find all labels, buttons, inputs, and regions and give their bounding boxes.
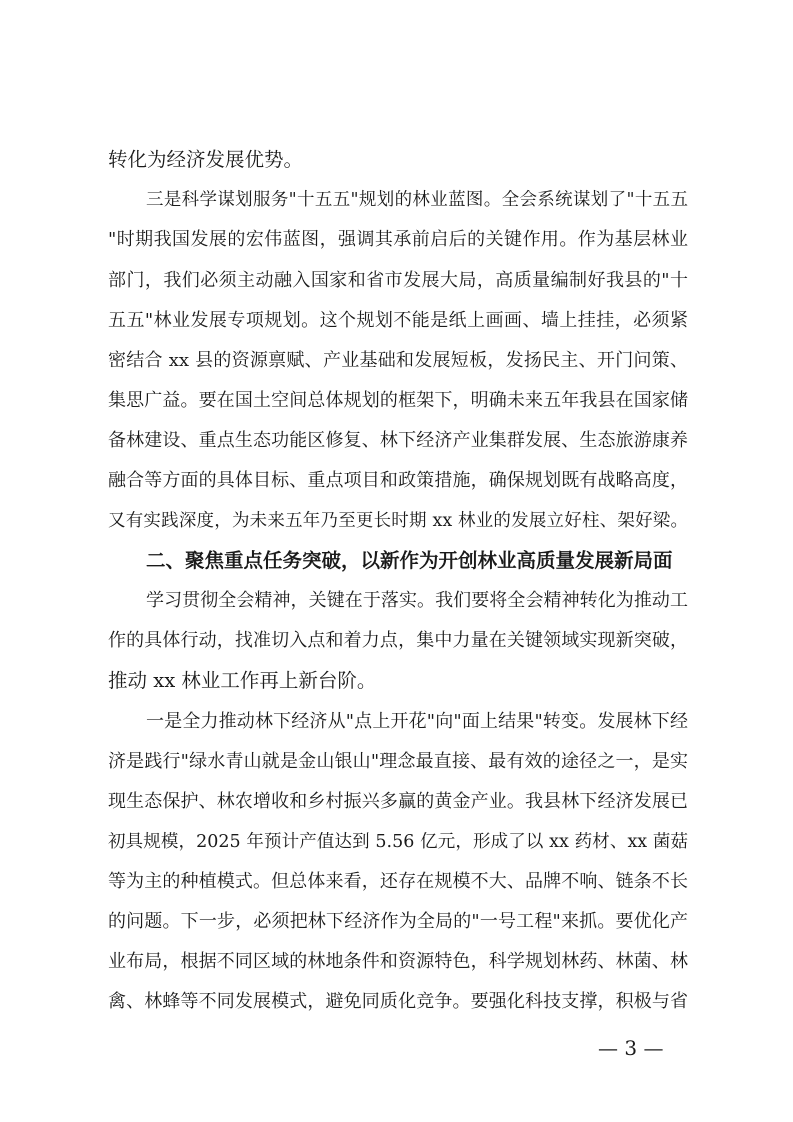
text-line: 三是科学谋划服务"十五五"规划的林业蓝图。全会系统谋划了"十五五	[146, 190, 688, 210]
text-line: 备林建设、重点生态功能区修复、林下经济产业集群发展、生态旅游康养	[108, 430, 688, 451]
text-line: 业布局，根据不同区域的林地条件和资源特色，科学规划林药、林菌、林	[108, 951, 688, 972]
text-line: "时期我国发展的宏伟蓝图，强调其承前启后的关键作用。作为基层林业	[108, 229, 688, 250]
text-line: 济是践行"绿水青山就是金山银山"理念最直接、最有效的途径之一，是实	[108, 751, 688, 772]
text-line: 学习贯彻全会精神，关键在于落实。我们要将全会精神转化为推动工	[146, 590, 688, 611]
text-line: 部门，我们必须主动融入国家和省市发展大局，高质量编制好我县的"十	[108, 270, 688, 291]
section-heading: 二、聚焦重点任务突破，以新作为开创林业高质量发展新局面	[146, 549, 673, 572]
text-line: 集思广益。要在国土空间总体规划的框架下，明确未来五年我县在国家储	[108, 390, 688, 411]
text-line: 融合等方面的具体目标、重点项目和政策措施，确保规划既有战略高度，	[108, 470, 688, 491]
text-line: 的问题。下一步，必须把林下经济作为全局的"一号工程"来抓。要优化产	[108, 911, 688, 932]
text-line: 初具规模，2025 年预计产值达到 5.56 亿元，形成了以 xx 药材、xx 菌菇	[108, 832, 688, 852]
text-line: 又有实践深度，为未来五年乃至更长时期 xx 林业的发展立好柱、架好梁。	[108, 511, 688, 531]
page-number: — 3 —	[598, 1036, 664, 1060]
text-line: 作的具体行动，找准切入点和着力点，集中力量在关键领域实现新突破，	[108, 630, 688, 651]
text-line: 密结合 xx 县的资源禀赋、产业基础和发展短板，发扬民主、开门问策、	[108, 350, 688, 371]
text-line: 一是全力推动林下经济从"点上开花"向"面上结果"转变。发展林下经	[146, 711, 688, 732]
text-line: 转化为经济发展优势。	[108, 148, 304, 171]
text-line: 现生态保护、林农增收和乡村振兴多赢的黄金产业。我县林下经济发展已	[108, 791, 688, 812]
text-line: 五五"林业发展专项规划。这个规划不能是纸上画画、墙上挂挂，必须紧	[108, 310, 688, 331]
text-line: 推动 xx 林业工作再上新台阶。	[108, 669, 377, 692]
text-line: 禽、林蜂等不同发展模式，避免同质化竞争。要强化科技支撑，积极与省	[108, 991, 688, 1012]
text-line: 等为主的种植模式。但总体来看，还存在规模不大、品牌不响、链条不长	[108, 871, 688, 892]
